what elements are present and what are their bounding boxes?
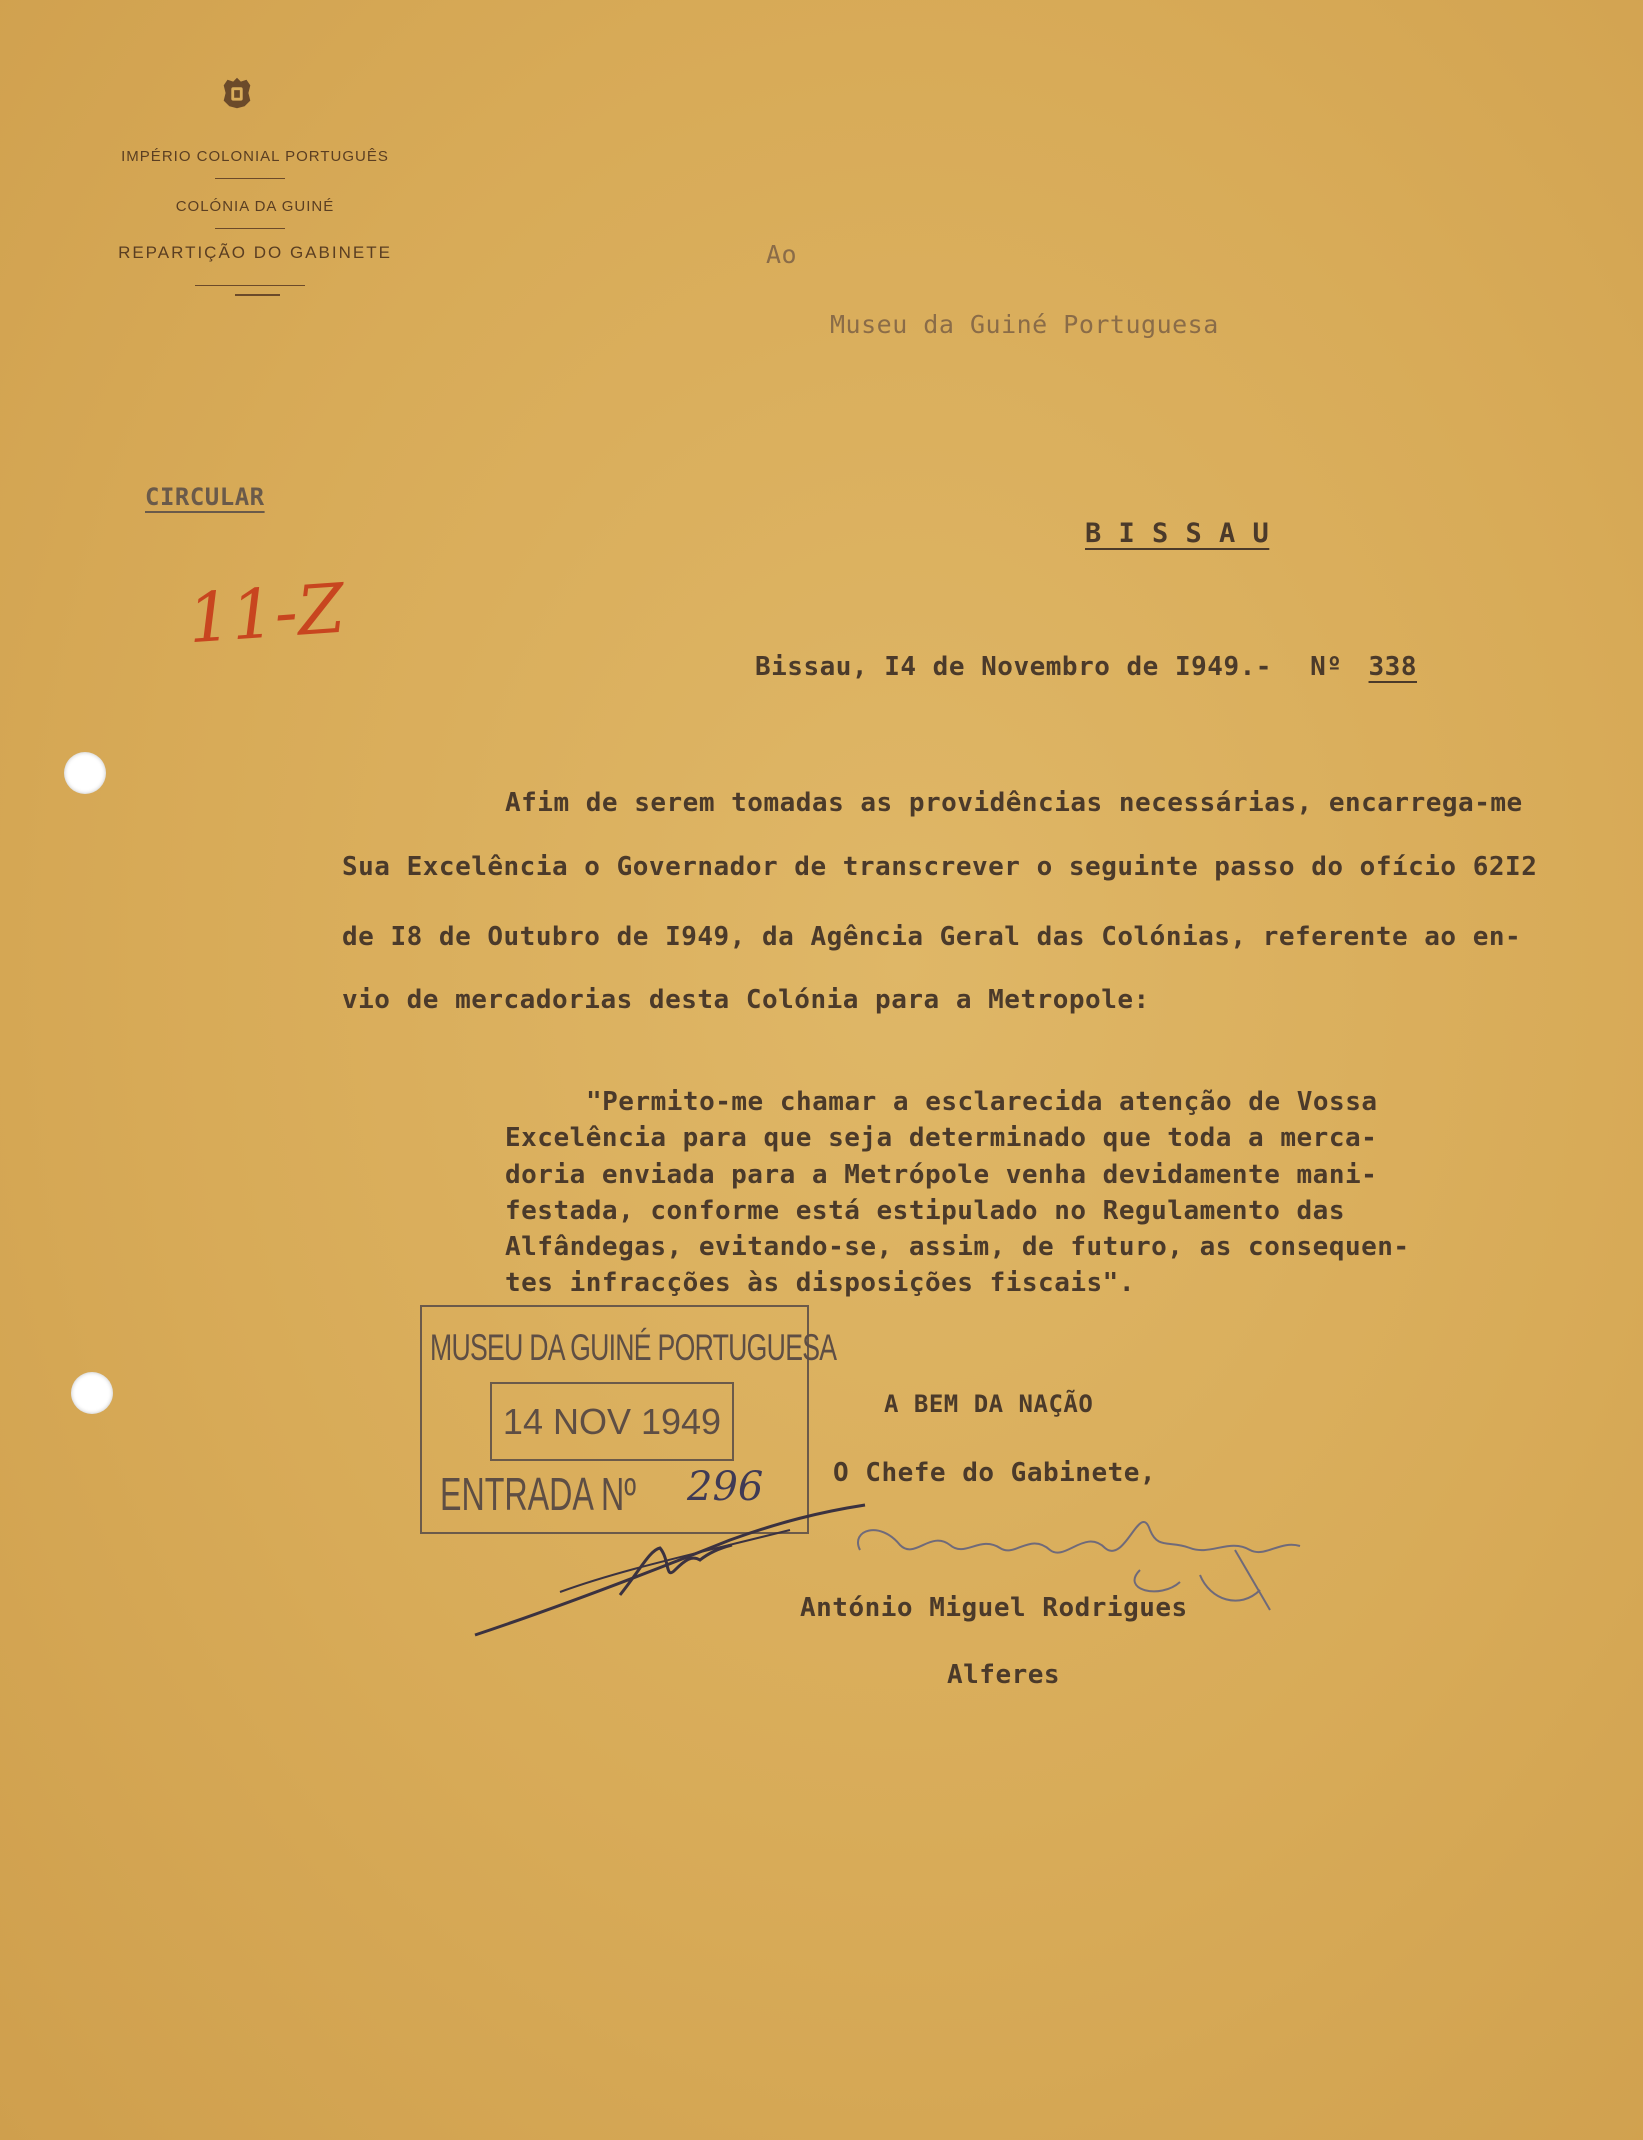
letterhead-divider — [195, 285, 305, 286]
body-line: Sua Excelência o Governador de transcrever o seguinte passo do ofício 62I2 — [342, 852, 1538, 882]
letterhead-colony: COLÓNIA DA GUINÉ — [175, 198, 335, 215]
date-text: Bissau, I4 de Novembro de I949.- — [755, 652, 1272, 682]
closing-role: O Chefe do Gabinete, — [833, 1458, 1157, 1488]
stamp-entry-number: 296 — [687, 1464, 764, 1510]
binder-hole — [71, 1372, 113, 1414]
initials-scribble — [470, 1500, 870, 1640]
letterhead-empire: IMPÉRIO COLONIAL PORTUGUÊS — [121, 148, 389, 165]
handwritten-signature — [840, 1490, 1320, 1620]
body-line: Afim de serem tomadas as providências necessárias, encarrega-me — [505, 788, 1523, 818]
signatory-rank: Alferes — [947, 1660, 1061, 1690]
stamp-title: MUSEU DA GUINÉ PORTUGUESA — [430, 1327, 837, 1368]
body-line: de I8 de Outubro de I949, da Agência Geral das Colónias, referente ao en- — [342, 922, 1522, 952]
quote-line: festada, conforme está estipulado no Regulamento das — [505, 1196, 1345, 1226]
quote-line: Alfândegas, evitando-se, assim, de futuro, as consequen- — [505, 1232, 1410, 1262]
coat-of-arms-icon — [218, 74, 256, 112]
document-number: 338 — [1368, 652, 1417, 682]
handwritten-reference: 11-Z — [185, 569, 348, 660]
letterhead-office: REPARTIÇÃO DO GABINETE — [118, 243, 392, 262]
signatory-name: António Miguel Rodrigues — [800, 1593, 1188, 1623]
letterhead-divider — [215, 228, 285, 229]
stamp-date: 14 NOV 1949 — [490, 1382, 734, 1461]
quote-line: "Permito-me chamar a esclarecida atenção de Vossa — [586, 1087, 1378, 1117]
addressee-name: Museu da Guiné Portuguesa — [830, 310, 1219, 339]
stamp-entry-label: ENTRADA Nº — [440, 1468, 637, 1520]
quote-line: doria enviada para a Metrópole venha devidamente mani- — [505, 1160, 1378, 1190]
circular-label: CIRCULAR — [145, 483, 265, 511]
addressee-prefix: Ao — [766, 240, 798, 269]
quote-line: tes infracções às disposições fiscais". — [505, 1268, 1135, 1298]
letterhead-ornament — [235, 294, 280, 296]
letterhead-divider — [215, 178, 285, 179]
date-line — [755, 652, 1417, 682]
number-label: Nº — [1310, 652, 1343, 682]
body-line: vio de mercadorias desta Colónia para a Metropole: — [342, 985, 1150, 1015]
quote-line: Excelência para que seja determinado que toda a merca- — [505, 1123, 1378, 1153]
destination-city: B I S S A U — [1085, 518, 1270, 549]
binder-hole — [64, 752, 106, 794]
closing-salutation: A BEM DA NAÇÃO — [884, 1390, 1094, 1418]
